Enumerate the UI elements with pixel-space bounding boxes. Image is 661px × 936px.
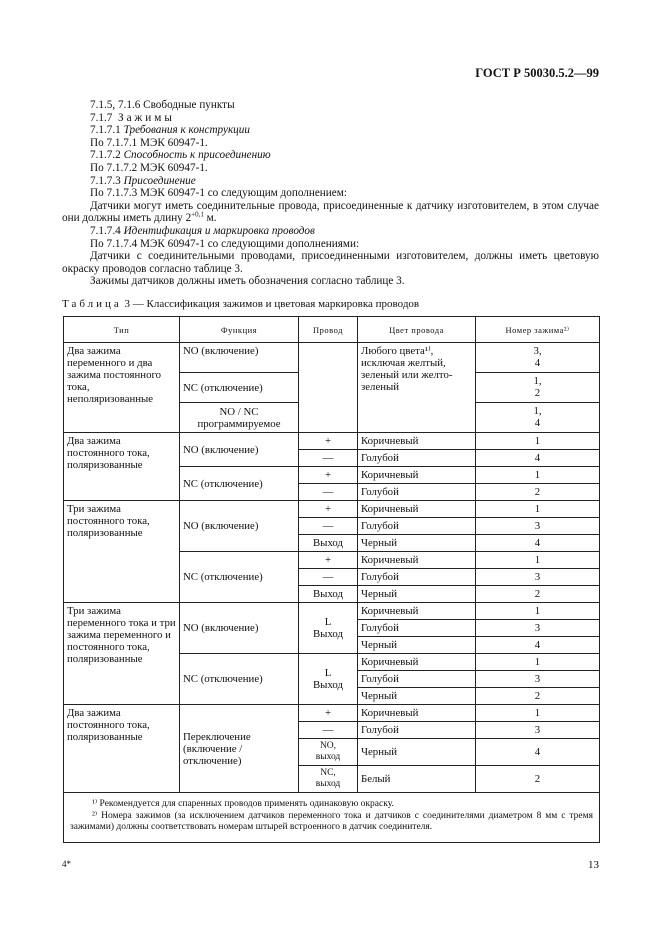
wire-cell: L Выход (299, 603, 358, 654)
number-cell: 1 (476, 603, 600, 620)
color-cell: Коричневый (358, 552, 476, 569)
color-cell: Голубой (358, 518, 476, 535)
color-cell: Коричневый (358, 705, 476, 722)
paragraph-wire-colors: Датчики с соединительными проводами, присоединенными изготовителем, должны иметь цветовую окраску проводов согласно таблице 3. (62, 250, 599, 275)
color-cell: Голубой (358, 722, 476, 739)
number-cell: 4 (476, 637, 600, 654)
color-cell: Белый (358, 766, 476, 793)
number-cell: 3 (476, 569, 600, 586)
number-cell: 1 (476, 433, 600, 450)
footnote-2: ²⁾ Номера зажимов (за исключением датчиков переменного тока и датчиков с соединителями диаметром 8 мм с тремя зажимами) должны соответствовать номерам штырей встроенного в датчик соединителя. (70, 810, 593, 832)
table-row (64, 705, 600, 722)
wire-cell: L Выход (299, 654, 358, 705)
function-cell: NC (отключение) (180, 552, 299, 603)
wire-cell: — (299, 569, 358, 586)
color-cell: Черный (358, 637, 476, 654)
wire-cell: Выход (299, 535, 358, 552)
heading-construction: 7.1.7.1 Требования к конструкции (90, 124, 250, 137)
table-row (64, 603, 600, 620)
type-cell: Три зажима переменного тока и три зажима переменного и постоянного тока, поляризованные (64, 603, 180, 705)
table-footnotes (64, 793, 600, 843)
page-number: 13 (588, 859, 599, 871)
function-cell: NO (включение) (180, 603, 299, 654)
table-row (64, 433, 600, 450)
function-cell: NO / NC программируемое (180, 403, 299, 433)
wire-cell: + (299, 705, 358, 722)
wire-cell: Выход (299, 586, 358, 603)
color-cell: Коричневый (358, 433, 476, 450)
line-ref-3: По 7.1.7.3 МЭК 60947-1 со следующим дополнением: (90, 187, 347, 200)
wire-cell (299, 343, 358, 433)
footnote-1: ¹⁾ Рекомендуется для спаренных проводов применять одинаковую окраску. (92, 799, 394, 809)
number-cell: 1 (476, 467, 600, 484)
function-cell: NC (отключение) (180, 373, 299, 403)
color-cell: Коричневый (358, 501, 476, 518)
heading-connection-capacity: 7.1.7.2 Способность к присоединению (90, 149, 271, 162)
type-cell: Два зажима постоянного тока, поляризованные (64, 705, 180, 793)
number-cell: 3, 4 (476, 343, 600, 373)
wire-cell: — (299, 484, 358, 501)
number-cell: 2 (476, 586, 600, 603)
number-cell: 1, 4 (476, 403, 600, 433)
color-cell: Черный (358, 535, 476, 552)
standard-header: ГОСТ Р 50030.5.2—99 (475, 66, 599, 80)
color-cell: Голубой (358, 671, 476, 688)
number-cell: 1, 2 (476, 373, 600, 403)
wire-cell: + (299, 552, 358, 569)
color-cell: Черный (358, 688, 476, 705)
function-cell: NO (включение) (180, 343, 299, 373)
type-cell: Два зажима переменного и два зажима постоянного тока, неполяризованные (64, 343, 180, 433)
number-cell: 1 (476, 654, 600, 671)
wire-cell: NO, выход (299, 739, 358, 766)
color-cell: Любого цвета¹⁾, исключая желтый, зеленый или желто-зеленый (358, 343, 476, 433)
color-cell: Голубой (358, 620, 476, 637)
wire-cell: — (299, 518, 358, 535)
terminal-classification-table (63, 316, 600, 843)
function-cell: NC (отключение) (180, 654, 299, 705)
number-cell: 3 (476, 518, 600, 535)
number-cell: 2 (476, 484, 600, 501)
table-caption: Таблица 3 — Классификация зажимов и цветовая маркировка проводов (62, 298, 420, 310)
heading-terminals: 7.1.7 Зажимы (90, 111, 175, 124)
number-cell: 4 (476, 450, 600, 467)
type-cell: Два зажима постоянного тока, поляризованные (64, 433, 180, 501)
wire-cell: + (299, 433, 358, 450)
line-free-items: 7.1.5, 7.1.6 Свободные пункты (90, 99, 235, 111)
number-cell: 1 (476, 501, 600, 518)
heading-identification: 7.1.7.4 Идентификация и маркировка проводов (90, 224, 315, 237)
footer-mark: 4* (62, 859, 71, 869)
color-cell: Черный (358, 586, 476, 603)
color-cell: Коричневый (358, 603, 476, 620)
line-ref-2: По 7.1.7.2 МЭК 60947-1. (90, 161, 208, 174)
number-cell: 2 (476, 688, 600, 705)
number-cell: 4 (476, 535, 600, 552)
number-cell: 2 (476, 766, 600, 793)
line-ref-4: По 7.1.7.4 МЭК 60947-1 со следующими дополнениями: (90, 237, 360, 250)
type-cell: Три зажима постоянного тока, поляризованные (64, 501, 180, 603)
wire-cell: — (299, 722, 358, 739)
color-cell: Черный (358, 739, 476, 766)
wire-cell: — (299, 450, 358, 467)
wire-cell: + (299, 467, 358, 484)
wire-cell: NC, выход (299, 766, 358, 793)
table-row (64, 343, 600, 373)
col-terminal-number: Номер зажима²⁾ (476, 317, 600, 343)
function-cell: NC (отключение) (180, 467, 299, 501)
color-cell: Коричневый (358, 467, 476, 484)
table-header-row (64, 317, 600, 343)
line-ref-1: По 7.1.7.1 МЭК 60947-1. (90, 136, 208, 149)
heading-connection: 7.1.7.3 Присоединение (90, 174, 196, 187)
color-cell: Коричневый (358, 654, 476, 671)
paragraph-wires-length: Датчики могут иметь соединительные провода, присоединенные к датчику изготовителем, в этом случае они должны иметь длину $2^{+0,1}$ м. (62, 199, 599, 225)
paragraph-terminal-marking: Зажимы датчиков должны иметь обозначения согласно таблице 3. (90, 275, 405, 288)
col-function: Функция (180, 317, 299, 343)
number-cell: 1 (476, 552, 600, 569)
function-cell: Переключение (включение / отключение) (180, 705, 299, 793)
number-cell: 3 (476, 722, 600, 739)
number-cell: 1 (476, 705, 600, 722)
wire-cell: + (299, 501, 358, 518)
col-wire: Провод (299, 317, 358, 343)
col-color: Цвет провода (358, 317, 476, 343)
table-row (64, 501, 600, 518)
number-cell: 3 (476, 620, 600, 637)
function-cell: NO (включение) (180, 501, 299, 552)
col-type: Тип (64, 317, 180, 343)
function-cell: NO (включение) (180, 433, 299, 467)
color-cell: Голубой (358, 569, 476, 586)
body-text (62, 99, 599, 288)
number-cell: 4 (476, 739, 600, 766)
number-cell: 3 (476, 671, 600, 688)
color-cell: Голубой (358, 450, 476, 467)
color-cell: Голубой (358, 484, 476, 501)
